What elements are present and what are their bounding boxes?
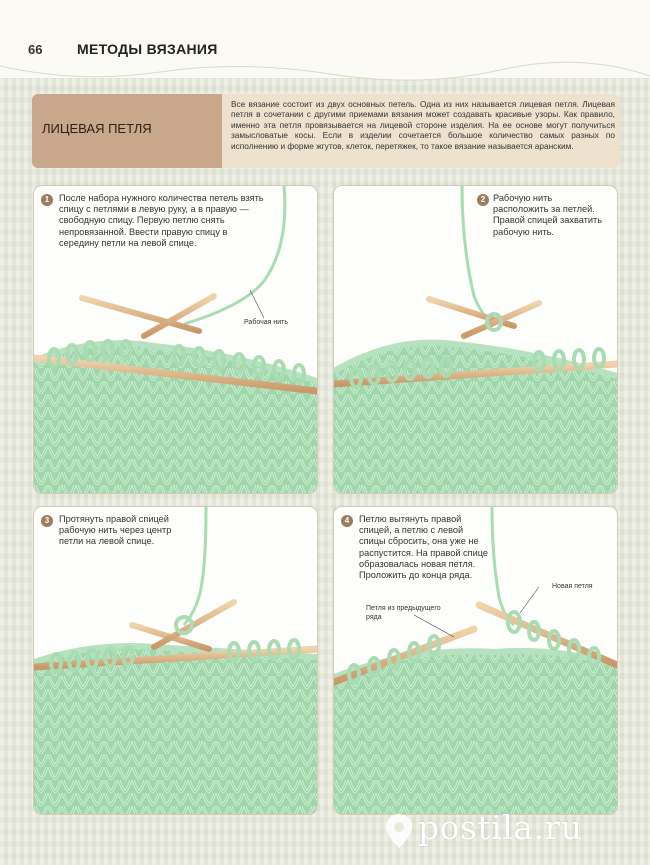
step-3-badge: 3	[41, 515, 53, 527]
step-3-illustration	[34, 507, 317, 814]
section-title: МЕТОДЫ ВЯЗАНИЯ	[77, 41, 218, 57]
step-1-text: После набора нужного количества петель взять спицу с петлями в левую руку, а в правую — свободную спицу. Первую петлю снять непровязанной. Ввести правую спицу в середину петли на левой спице.	[59, 193, 264, 248]
watermark-pin-icon	[384, 812, 414, 850]
previous-row-loop-label: Петля из предыдущего ряда	[366, 605, 441, 621]
step-4-badge: 4	[341, 515, 353, 527]
intro-text: Все вязание состоит из двух основных петель. Одна из них называется лицевая петля. Лицевая петля в сочетании с другими приемами вязания может создавать красивые узоры. Как правило, именно эта петля провязывается на лицевой стороне изделия. На ее основе могут получиться замысловатые косы. Если в изделии сочетается большое количество самых разных по исполнению и форме жгутов, клеток, перетяжек, то такое вязание называется аранским.	[231, 99, 615, 151]
step-4-text: Петлю вытянуть правой спицей, а петлю с левой спицы сбросить, она уже не распустится. На правой спице образовалась новая петля. Проложить до конца ряда.	[359, 514, 489, 581]
step-2-badge: 2	[477, 194, 489, 206]
working-yarn-label: Рабочая нить	[244, 319, 288, 326]
step-panel-2	[333, 185, 618, 494]
step-2-text: Рабочую нить расположить за петлей. Правой спицей захватить рабочую нить.	[493, 193, 602, 237]
new-loop-label: Новая петля	[552, 583, 593, 590]
step-panel-1	[33, 185, 318, 494]
step-1-badge: 1	[41, 194, 53, 206]
intro-title: ЛИЦЕВАЯ ПЕТЛЯ	[42, 121, 152, 136]
watermark: postila.ru	[418, 808, 583, 847]
intro-title-box	[32, 94, 222, 168]
step-3-text: Протянуть правой спицей рабочую нить через центр петли на левой спице.	[59, 514, 172, 547]
page-number: 66	[28, 42, 43, 57]
step-panel-3	[33, 506, 318, 815]
step-panel-4	[333, 506, 618, 815]
header-wave	[0, 56, 650, 96]
intro-box	[222, 94, 620, 168]
